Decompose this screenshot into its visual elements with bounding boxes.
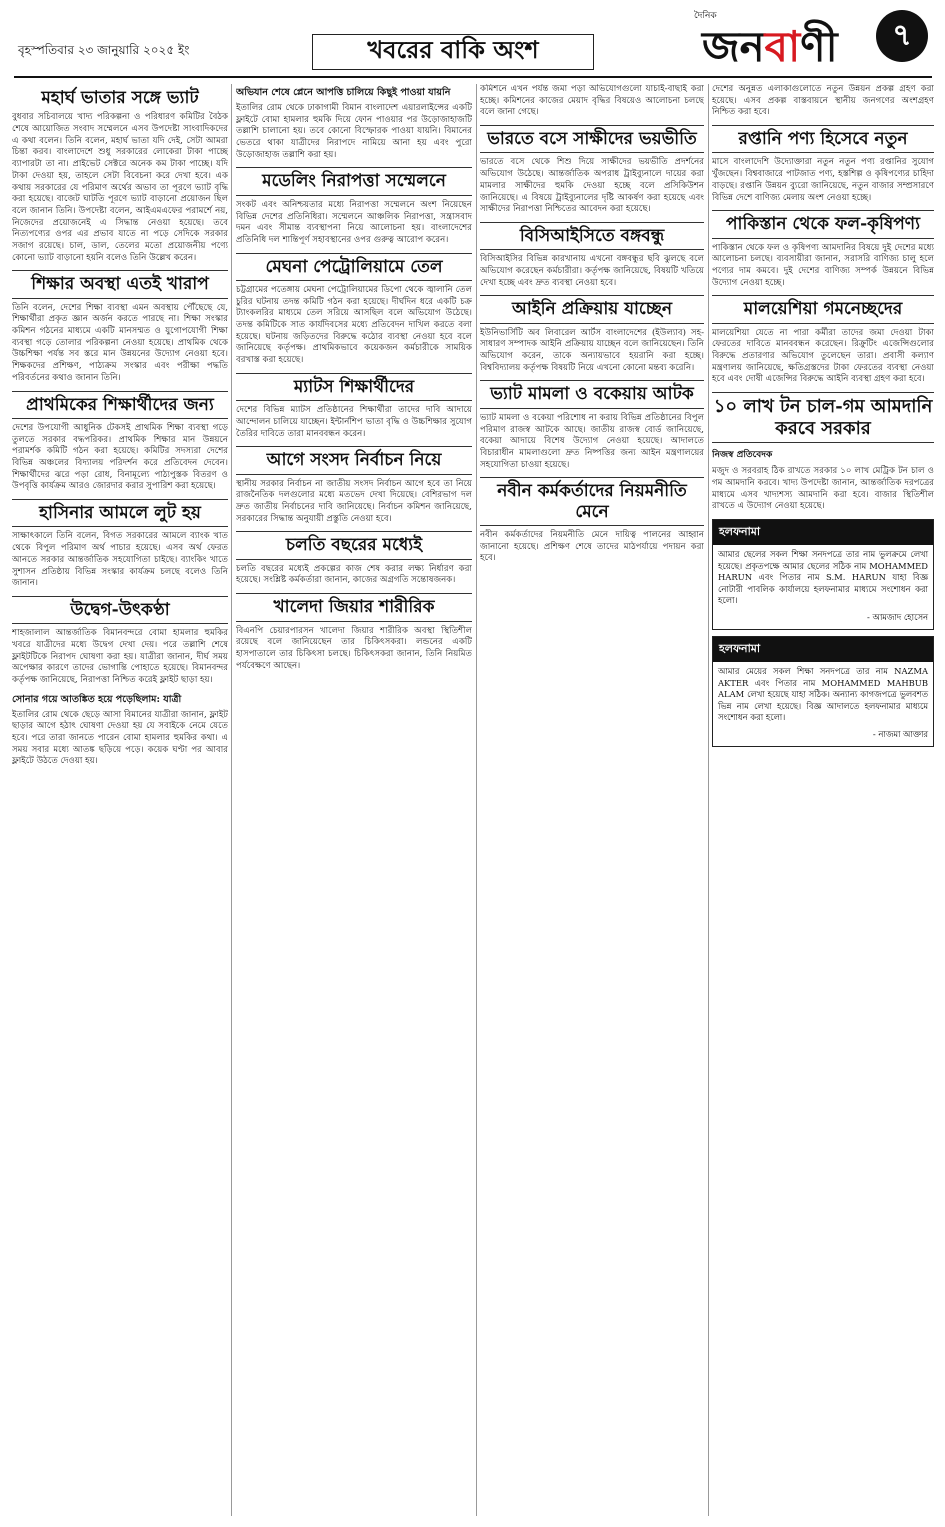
page-number-badge: ৭ bbox=[876, 10, 928, 62]
article-headline: আগে সংসদ নির্বাচন নিয়ে bbox=[236, 446, 472, 474]
column-divider bbox=[231, 84, 232, 1516]
article-body: বুধবার সচিবালয়ে খাদ্য পরিকল্পনা ও পরিধারণ কমিটির বৈঠক শেষে আয়োজিত সংবাদ সম্মেলনে এসব উপদেষ্টা সাংবাদিকদের এ কথা বলেন। তিনি বলেন, মহার্ঘ ভাতা যদি দেই, সেটা আমরা চিন্তা করব। বাংলাদেশে শুধু সরকারের লোকেরা টাকা পাচ্ছে ব্যাপারটা তা না। প্রাইভেট সেক্টরে অনেক কম টাকা পাচ্ছে। যদি টাকা দেওয়া হয়, তাহলে সেটা বিবেচনা করে দেখা হবে। এক কথায় সরকারের যে পরিমাণ অর্থের অভাব তা পূরণে ভ্যাট বৃদ্ধি করা হয়েছে। বাজেট ঘাটতি পূরণে ভ্যাট বাড়ানো প্রয়োজন ছিল বলে জানান তিনি। উপদেষ্টা বলেন, আইএমএফের পরামর্শে নয়, নিজেদের প্রয়োজনেই এ সিদ্ধান্ত নেওয়া হয়েছে। তবে নিত্যপণ্যের ওপর এর প্রভাব যাতে না পড়ে সেদিকে সরকার সজাগ রয়েছে। চাল, ডাল, তেলের মতো প্রয়োজনীয় পণ্যে কোনো ভ্যাট বাড়ানো হয়নি বলেও তিনি উল্লেখ করেন। bbox=[12, 112, 228, 263]
article-body: চলতি বছরের মধ্যেই প্রকল্পের কাজ শেষ করার লক্ষ্য নির্ধারণ করা হয়েছে। সংশ্লিষ্ট কর্মকর্তারা জানান, কাজের অগ্রগতি সন্তোষজনক। bbox=[236, 563, 472, 586]
article-body: বিসিআইসির বিভিন্ন কারখানায় এখনো বঙ্গবন্ধুর ছবি ঝুলছে বলে অভিযোগ করেছেন কর্মচারীরা। কর্তৃপক্ষ জানিয়েছে, বিষয়টি খতিয়ে দেখা হচ্ছে এবং দ্রুত ব্যবস্থা নেওয়া হবে। bbox=[480, 254, 704, 288]
affidavit-box bbox=[712, 636, 934, 747]
affidavit-title: হলফনামা bbox=[713, 520, 933, 545]
article-body: স্থানীয় সরকার নির্বাচন না জাতীয় সংসদ নির্বাচন আগে হবে তা নিয়ে রাজনৈতিক দলগুলোর মধ্যে মতভেদ দেখা দিয়েছে। বেশিরভাগ দল দ্রুত জাতীয় নির্বাচনের দাবি জানিয়েছে। নির্বাচন কমিশন জানিয়েছে, সরকারের সিদ্ধান্ত অনুযায়ী প্রস্তুতি নেওয়া হবে। bbox=[236, 478, 472, 524]
article-body: শাহজালাল আন্তর্জাতিক বিমানবন্দরে বোমা হামলার হুমকির খবরে যাত্রীদের মধ্যে উদ্বেগ দেখা দেয়। পরে তল্লাশি শেষে ফ্লাইটটিকে নিরাপদ ঘোষণা করা হয়। যাত্রীরা জানান, দীর্ঘ সময় অপেক্ষার কারণে তাদের ভোগান্তি পোহাতে হয়েছে। বিমানবন্দর কর্তৃপক্ষ জানিয়েছে, নিরাপত্তা নিশ্চিত করেই ফ্লাইট ছাড়া হয়। bbox=[12, 628, 228, 686]
logo-part-b: বা bbox=[764, 22, 801, 71]
article-headline: হাসিনার আমলে লুট হয় bbox=[12, 499, 228, 527]
article-body: ইতালির রোম থেকে ছেড়ে আসা বিমানের যাত্রীরা জানান, ফ্লাইট ছাড়ার আগে হঠাৎ ঘোষণা দেওয়া হয় যে সবাইকে নেমে যেতে হবে। পরে তারা জানতে পারেন বোমা হামলার হুমকির কথা। এ সময় সবার মধ্যে আতঙ্ক ছড়িয়ে পড়ে। কয়েক ঘণ্টা পর আবার ফ্লাইটে উঠতে দেওয়া হয়। bbox=[12, 709, 228, 767]
article-headline: মালয়েশিয়া গমনেচ্ছদের bbox=[712, 295, 934, 323]
article-body: চট্টগ্রামের পতেঙ্গায় মেঘনা পেট্রোলিয়ামের ডিপো থেকে জ্বালানি তেল চুরির ঘটনায় তদন্ত কমিটি গঠন করা হয়েছে। দীর্ঘদিন ধরে একটি চক্র ট্যাংকলরির মাধ্যমে তেল সরিয়ে আসছিল বলে অভিযোগ উঠেছে। তদন্ত কমিটিকে সাত কার্যদিবসের মধ্যে প্রতিবেদন দাখিল করতে বলা হয়েছে। ঘটনায় জড়িতদের বিরুদ্ধে কঠোর ব্যবস্থা নেওয়া হবে বলে জানিয়েছে কর্তৃপক্ষ। প্রাথমিকভাবে কয়েকজন কর্মচারীকে সাময়িক বরখাস্ত করা হয়েছে। bbox=[236, 284, 472, 366]
article-body: দেশের অনুন্নত এলাকাগুলোতে নতুন উন্নয়ন প্রকল্প গ্রহণ করা হয়েছে। এসব প্রকল্প বাস্তবায়নে স্থানীয় জনগণের অংশগ্রহণ নিশ্চিত করা হবে। bbox=[712, 84, 934, 118]
logo-main-text bbox=[702, 14, 838, 85]
article-headline: বিসিআইসিতে বঙ্গবন্ধু bbox=[480, 222, 704, 250]
article-body: দেশের বিভিন্ন ম্যাটস প্রতিষ্ঠানের শিক্ষার্থীরা তাদের দাবি আদায়ে আন্দোলন চালিয়ে যাচ্ছেন। ইন্টার্নশিপ ভাতা বৃদ্ধি ও উচ্চশিক্ষার সুযোগ তৈরির দাবিতে তারা মানববন্ধন করেন। bbox=[236, 405, 472, 439]
article-headline: ভ্যাট মামলা ও বকেয়ায় আটক bbox=[480, 380, 704, 408]
masthead-rule bbox=[14, 76, 932, 78]
article-body: সংকট এবং অনিশ্চয়তার মধ্যে নিরাপত্তা সম্মেলনে অংশ নিয়েছেন বিভিন্ন দেশের প্রতিনিধিরা। সম্মেলনে আঞ্চলিক নিরাপত্তা, সন্ত্রাসবাদ দমন এবং সীমান্ত ব্যবস্থাপনা নিয়ে আলোচনা হয়। বাংলাদেশের প্রতিনিধি দল শান্তিপূর্ণ সহাবস্থানের ওপর গুরুত্ব আরোপ করেন। bbox=[236, 199, 472, 245]
affidavit-body: আমার মেয়ের সকল শিক্ষা সনদপত্রে তার নাম NAZMA AKTER এবং পিতার নাম MOHAMMED MAHBUB ALAM লেখা হয়েছে যাহা সঠিক। অন্যান্য কাগজপত্রে ভুলবশত ভিন্ন নাম লেখা হয়েছে। বিজ্ঞ আদালতে হলফনামার মাধ্যমে সংশোধন করা হলো। bbox=[718, 666, 928, 723]
article-headline: উদ্বেগ-উৎকণ্ঠা bbox=[12, 596, 228, 624]
article-body: ইতালির রোম থেকে ঢাকাগামী বিমান বাংলাদেশ এয়ারলাইন্সের একটি ফ্লাইটে বোমা হামলার হুমকি দিয়ে ফোন পাওয়ার পর উড়োজাহাজটি তল্লাশি চালানো হয়। তবে কোনো বিস্ফোরক পাওয়া যায়নি। বিমানের ভেতরে থাকা যাত্রীদের নিরাপদে নামিয়ে আনা হয় এবং পুরো উড়োজাহাজ তল্লাশি করা হয়। bbox=[236, 103, 472, 160]
article-body: বিএনপি চেয়ারপারসন খালেদা জিয়ার শারীরিক অবস্থা স্থিতিশীল রয়েছে বলে জানিয়েছেন তার চিকিৎসকরা। লন্ডনের একটি হাসপাতালে তার চিকিৎসা চলছে। চিকিৎসকরা জানান, তিনি নিয়মিত পর্যবেক্ষণে আছেন। bbox=[236, 625, 472, 671]
article-headline: মেঘনা পেট্রোলিয়ামে তেল bbox=[236, 253, 472, 281]
article-byline: নিজস্ব প্রতিবেদক bbox=[712, 450, 773, 461]
article-headline: চলতি বছরের মধ্যেই bbox=[236, 531, 472, 559]
article-headline: ১০ লাখ টন চাল-গম আমদানি করবে সরকার bbox=[712, 392, 934, 443]
logo-part-c: ণী bbox=[800, 22, 838, 71]
article-headline: খালেদা জিয়ার শারীরিক bbox=[236, 593, 472, 621]
article-body: ইউনিভার্সিটি অব লিবারেল আর্টস বাংলাদেশের (ইউল্যাব) সহ-সাধারণ সম্পাদক আইনি প্রক্রিয়ায় যাচ্ছেন বলে জানিয়েছেন। তিনি অভিযোগ করেন, তাকে অন্যায়ভাবে হয়রানি করা হচ্ছে। বিশ্ববিদ্যালয় কর্তৃপক্ষ বিষয়টি নিয়ে এখনো কোনো মন্তব্য করেনি। bbox=[480, 327, 704, 373]
logo-small-text: দৈনিক bbox=[694, 11, 717, 21]
column-4 bbox=[712, 84, 934, 1516]
column-3 bbox=[480, 84, 704, 1516]
article-body: ভ্যাট মামলা ও বকেয়া পরিশোধ না করায় বিভিন্ন প্রতিষ্ঠানের বিপুল পরিমাণ রাজস্ব আটকে আছে। জাতীয় রাজস্ব বোর্ড জানিয়েছে, বকেয়া আদায়ে বিশেষ উদ্যোগ নেওয়া হয়েছে। আদালতে বিচারাধীন মামলাগুলো দ্রুত নিষ্পত্তির জন্য আইন মন্ত্রণালয়ের সহযোগিতা চাওয়া হয়েছে। bbox=[480, 412, 704, 470]
column-2 bbox=[236, 84, 472, 1516]
article-body: সাক্ষাৎকালে তিনি বলেন, বিগত সরকারের আমলে ব্যাংক খাত থেকে বিপুল পরিমাণ অর্থ পাচার হয়েছে। এসব অর্থ ফেরত আনতে সরকার আন্তর্জাতিক সহযোগিতা চাইছে। ব্যাংকিং খাতে সুশাসন প্রতিষ্ঠায় বিভিন্ন সংস্কার কার্যক্রম চলছে বলেও তিনি জানান। bbox=[12, 531, 228, 589]
issue-date: বৃহস্পতিবার ২৩ জানুয়ারি ২০২৫ ইং bbox=[18, 43, 190, 57]
article-headline: রপ্তানি পণ্য হিসেবে নতুন bbox=[712, 125, 934, 153]
masthead bbox=[14, 4, 934, 74]
column-divider bbox=[708, 84, 709, 1516]
article-body: দেশের উপযোগী আধুনিক টেকসই প্রাথমিক শিক্ষা ব্যবস্থা গড়ে তুলতে সরকার বদ্ধপরিকর। প্রাথমিক শিক্ষার মান উন্নয়নে পরামর্শক কমিটি গঠন করা হয়েছে। কমিটির সদস্যরা দেশের বিভিন্ন অঞ্চলের বিদ্যালয় পরিদর্শন করে প্রতিবেদন দেবেন। শিক্ষার্থীদের ঝরে পড়া রোধ, বিনামূল্যে পাঠ্যপুস্তক বিতরণ ও উপবৃত্তি কার্যক্রম আরও জোরদার করার সুপারিশ করা হয়েছে। bbox=[12, 422, 228, 492]
article-body: মাসে বাংলাদেশি উদ্যোক্তারা নতুন নতুন পণ্য রপ্তানির সুযোগ খুঁজছেন। বিশ্ববাজারে পাটজাত পণ্য, হস্তশিল্প ও কৃষিপণ্যের চাহিদা বাড়ছে। রপ্তানি উন্নয়ন ব্যুরো জানিয়েছে, নতুন বাজার সম্প্রসারণে বিভিন্ন দেশে বাণিজ্য মেলায় অংশ নেওয়া হচ্ছে। bbox=[712, 157, 934, 203]
article-headline: শিক্ষার অবস্থা এতই খারাপ bbox=[12, 270, 228, 298]
article-subhead: অভিযান শেষে প্লেনে আপত্তি চালিয়ে কিছুই পাওয়া যায়নি bbox=[236, 87, 451, 98]
article-body: নবীন কর্মকর্তাদের নিয়মনীতি মেনে দায়িত্ব পালনের আহ্বান জানানো হয়েছে। প্রশিক্ষণ শেষে তাদের মাঠপর্যায়ে পদায়ন করা হবে। bbox=[480, 530, 704, 564]
article-body: তিনি বলেন, দেশের শিক্ষা ব্যবস্থা এমন অবস্থায় পৌঁছেছে যে, শিক্ষার্থীরা প্রকৃত জ্ঞান অর্জন করতে পারছে না। শিক্ষা সংস্কার কমিশন গঠনের মাধ্যমে একটি মানসম্মত ও যুগোপযোগী শিক্ষা ব্যবস্থা গড়ে তোলার পরিকল্পনা নেওয়া হয়েছে। প্রাথমিক থেকে উচ্চশিক্ষা পর্যন্ত সব স্তরে মান উন্নয়নের উদ্যোগ নেওয়া হবে। শিক্ষকদের প্রশিক্ষণ, পাঠ্যক্রম সংস্কার এবং পরীক্ষা পদ্ধতি পরিবর্তনের কথাও জানান তিনি। bbox=[12, 302, 228, 383]
article-headline: ম্যাটস শিক্ষার্থীদের bbox=[236, 373, 472, 401]
article-body: কমিশনে এখন পর্যন্ত জমা পড়া অভিযোগগুলো যাচাই-বাছাই করা হচ্ছে। কমিশনের কাজের মেয়াদ বৃদ্ধির বিষয়েও আলোচনা চলছে বলে জানা গেছে। bbox=[480, 84, 704, 118]
column-1 bbox=[12, 84, 228, 1516]
logo-part-a: জন bbox=[702, 22, 765, 71]
column-divider bbox=[476, 84, 477, 1516]
newspaper-logo bbox=[694, 4, 864, 70]
affidavit-box bbox=[712, 519, 934, 630]
affidavit-body: আমার ছেলের সকল শিক্ষা সনদপত্রে তার নাম ভুলক্রমে লেখা হয়েছে। প্রকৃতপক্ষে আমার ছেলের সঠিক নাম MOHAMMED HARUN এবং পিতার নাম S.M. HARUN যাহা বিজ্ঞ নোটারী পাবলিক কার্যালয়ে হলফনামার মাধ্যমে সংশোধন করা হলো। bbox=[718, 549, 928, 606]
article-body: মালয়েশিয়া যেতে না পারা কর্মীরা তাদের জমা দেওয়া টাকা ফেরতের দাবিতে মানববন্ধন করেছেন। রিক্রুটিং এজেন্সিগুলোর বিরুদ্ধে প্রতারণার অভিযোগ তুলেছেন তারা। প্রবাসী কল্যাণ মন্ত্রণালয় জানিয়েছে, ক্ষতিগ্রস্তদের টাকা ফেরতের ব্যবস্থা নেওয়া হবে এবং দোষী এজেন্সির বিরুদ্ধে আইনি ব্যবস্থা গ্রহণ করা হবে। bbox=[712, 327, 934, 385]
article-body: মজুদ ও সরবরাহ ঠিক রাখতে সরকার ১০ লাখ মেট্রিক টন চাল ও গম আমদানি করবে। খাদ্য উপদেষ্টা জানান, আন্তর্জাতিক দরপত্রের মাধ্যমে এসব খাদ্যশস্য আমদানি করা হবে। বাজার স্থিতিশীল রাখতে এ উদ্যোগ নেওয়া হয়েছে। bbox=[712, 466, 934, 512]
article-headline: মডেলিং নিরাপত্তা সম্মেলনে bbox=[236, 167, 472, 195]
article-headline: পাকিস্তান থেকে ফল-কৃষিপণ্য bbox=[712, 210, 934, 238]
article-headline: মহার্ঘ ভাতার সঙ্গে ভ্যাট bbox=[41, 88, 199, 108]
article-body: পাকিস্তান থেকে ফল ও কৃষিপণ্য আমদানির বিষয়ে দুই দেশের মধ্যে আলোচনা চলছে। ব্যবসায়ীরা জানান, সরাসরি বাণিজ্য চালু হলে পণ্যের দাম কমবে। দুই দেশের বাণিজ্য সম্পর্ক উন্নয়নে বিভিন্ন উদ্যোগ নেওয়া হচ্ছে। bbox=[712, 242, 934, 288]
section-banner: খবরের বাকি অংশ bbox=[312, 34, 594, 70]
article-subhead: সোনার গয়ে আতঙ্কিত হয়ে পড়েছিলাম: যাত্রী bbox=[12, 693, 182, 705]
affidavit-signature: - নাজমা আক্তার bbox=[872, 729, 928, 740]
article-headline: প্রাথমিকের শিক্ষার্থীদের জন্য bbox=[12, 391, 228, 419]
article-headline: আইনি প্রক্রিয়ায় যাচ্ছেন bbox=[480, 295, 704, 323]
affidavit-title: হলফনামা bbox=[713, 637, 933, 662]
article-headline: ভারতে বসে সাক্ষীদের ভয়ভীতি bbox=[480, 125, 704, 153]
article-body: ভারতে বসে থেকে শিশু দিয়ে সাক্ষীদের ভয়ভীতি প্রদর্শনের অভিযোগ উঠেছে। আন্তর্জাতিক অপরাধ ট্রাইব্যুনালে দায়ের করা মামলার সাক্ষীদের হুমকি দেওয়া হচ্ছে বলে প্রসিকিউশন জানিয়েছে। এ বিষয়ে ট্রাইব্যুনালের দৃষ্টি আকর্ষণ করা হয়েছে এবং সাক্ষীদের নিরাপত্তা নিশ্চিতের আবেদন করা হয়েছে। bbox=[480, 157, 704, 215]
article-headline: নবীন কর্মকর্তাদের নিয়মনীতি মেনে bbox=[480, 477, 704, 526]
affidavit-signature: - আমজাদ হোসেন bbox=[866, 612, 928, 623]
